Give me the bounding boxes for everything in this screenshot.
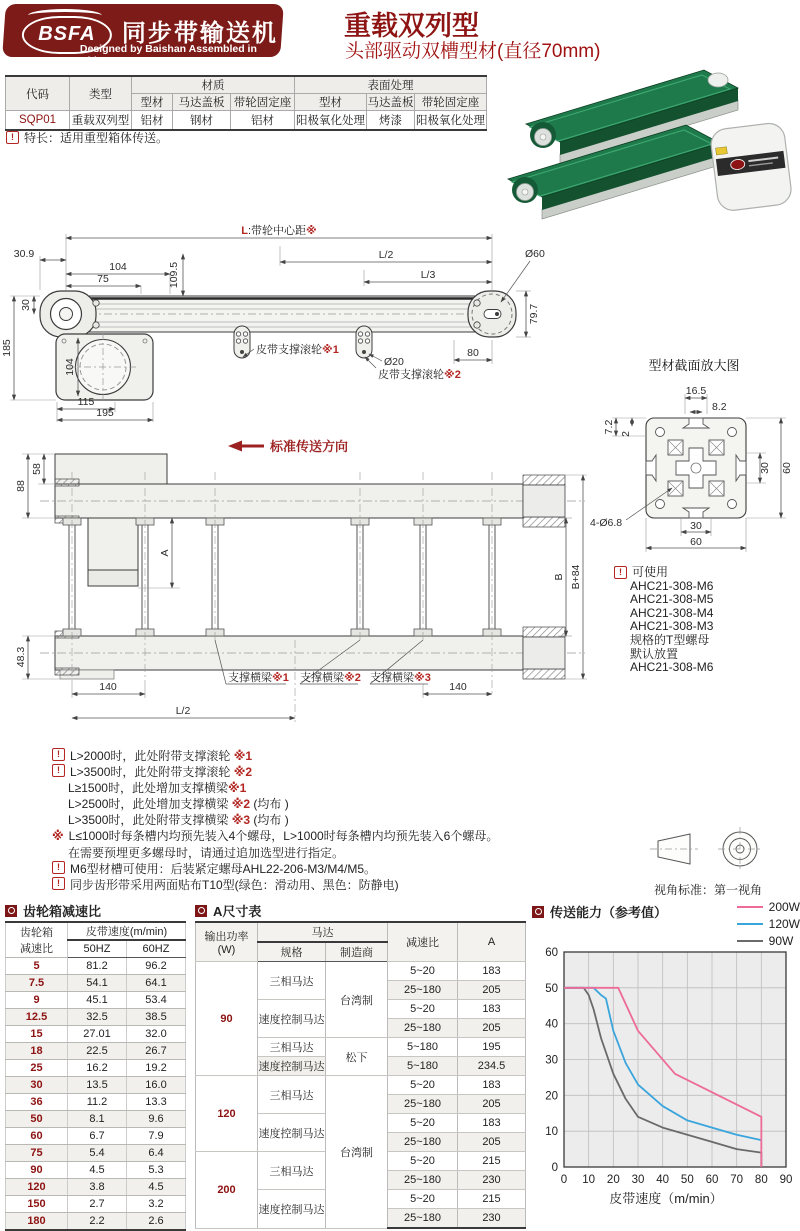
legend-swatch-120w <box>737 923 763 925</box>
y-tick: 20 <box>545 1090 558 1103</box>
table-row: 180 2.2 2.6 <box>6 1213 186 1231</box>
table-row: 36 11.2 13.3 <box>6 1094 186 1111</box>
svg-text:79.7: 79.7 <box>528 303 540 325</box>
chart-legend <box>737 898 800 949</box>
table-row: 25~180 205 <box>196 1019 526 1038</box>
star-icon: ※ <box>52 829 64 844</box>
view-standard <box>628 826 788 898</box>
legend-swatch-200w <box>737 906 763 908</box>
svg-text:16.5: 16.5 <box>685 385 707 397</box>
y-tick: 50 <box>545 982 558 995</box>
exclaim-icon: ! <box>52 748 65 761</box>
beam2-callout: 支撑横梁※2 <box>300 672 361 684</box>
notes-block <box>52 748 498 893</box>
y-tick: 0 <box>551 1162 558 1174</box>
table-row: 速度控制马达 5~180 234.5 <box>196 1057 526 1076</box>
direction-arrow <box>228 439 348 454</box>
product-photo <box>486 54 800 218</box>
table-row: 90 三相马达 台湾制 5~20 183 <box>196 962 526 981</box>
brand-tagline: Designed by Baishan Assembled in China <box>79 43 257 67</box>
table-row: 三相马达 松下 5~180 195 <box>196 1038 526 1057</box>
x-tick: 90 <box>779 1174 793 1186</box>
x-tick: 80 <box>754 1174 768 1186</box>
section-bullet-icon <box>532 906 544 918</box>
table-row: 60 6.7 7.9 <box>6 1128 186 1145</box>
hz50-header: 50HZ <box>68 940 127 958</box>
svg-text:60: 60 <box>781 462 793 474</box>
y-tick: 30 <box>545 1054 558 1067</box>
x-tick: 0 <box>560 1174 568 1186</box>
col-header-type: 类型 <box>70 76 132 111</box>
beam1-callout: 支撑横梁※1 <box>228 672 289 684</box>
tnut-note: ! 可使用 AHC21-308-M6 AHC21-308-M5 AHC21-308-M4 AHC21-308-M3 规格的T型螺母 默认放置 AHC21-308-M6 <box>614 566 713 675</box>
brand-logo-block <box>2 4 284 67</box>
note-row: ※ L≤1000时每条槽内均预先装入4个螺母，L>1000时每条槽内均预先装入6个螺母。 <box>52 829 499 844</box>
svg-text:Ø20: Ø20 <box>384 356 404 368</box>
svg-text:7.2: 7.2 <box>603 419 615 435</box>
roller2-callout: 皮带支撑滚轮※2 <box>378 369 461 381</box>
svg-text:30: 30 <box>20 299 32 311</box>
legend-item: 200W <box>737 898 800 915</box>
first-angle-icons <box>628 826 788 874</box>
exclaim-icon: ! <box>6 131 19 144</box>
svg-text:104: 104 <box>109 261 127 273</box>
svg-text:115: 115 <box>77 396 95 408</box>
spec-header: 规格 <box>258 942 326 962</box>
y-tick: 10 <box>545 1126 558 1139</box>
capacity-chart-block <box>532 896 800 1214</box>
table-row: 15 27.01 32.0 <box>6 1026 186 1043</box>
chart-title: 传送能力（参考值） <box>532 902 667 921</box>
chart-x-axis-label: 皮带速度（m/min） <box>609 1191 723 1206</box>
motor-header: 马达 <box>258 922 388 942</box>
extrusion-profile <box>646 418 746 518</box>
svg-text:30.9: 30.9 <box>13 248 35 260</box>
svg-text:L/2: L/2 <box>175 705 191 717</box>
table-row: 25~180 205 <box>196 1095 526 1114</box>
col-header-surface: 表面处理 <box>295 76 487 94</box>
x-tick: 50 <box>680 1174 694 1186</box>
note-row: ! 同步齿形带采用两面贴布T10型(绿色：滑动用、黑色：防静电) <box>52 877 498 893</box>
svg-text:195: 195 <box>96 407 114 419</box>
svg-text:58: 58 <box>31 463 43 475</box>
col-header-code: 代码 <box>6 76 70 111</box>
x-tick: 30 <box>631 1174 645 1186</box>
capacity-plot <box>532 946 800 1188</box>
legend-swatch-90w <box>737 940 763 942</box>
x-tick: 40 <box>656 1174 670 1186</box>
svg-text:140: 140 <box>99 681 117 693</box>
exclaim-icon: ! <box>614 566 627 579</box>
svg-text:A: A <box>159 549 171 557</box>
legend-item: 90W <box>737 932 800 949</box>
svg-text:L/2: L/2 <box>378 249 394 261</box>
hz60-header: 60HZ <box>127 940 186 958</box>
motor-box <box>709 122 792 212</box>
x-tick: 20 <box>606 1174 620 1186</box>
table-row: 18 22.5 26.7 <box>6 1043 186 1060</box>
y-tick: 40 <box>545 1018 558 1031</box>
table-row: 120 3.8 4.5 <box>6 1179 186 1196</box>
svg-text:B+84: B+84 <box>570 564 582 590</box>
section-bullet-icon <box>5 905 17 917</box>
beam3-callout: 支撑横梁※3 <box>370 672 431 684</box>
y-tick: 60 <box>545 947 558 959</box>
gear-ratio-header: 齿轮箱 减速比 <box>6 922 68 958</box>
svg-text:标准传送方向: 标准传送方向 <box>270 439 349 454</box>
a-table-title: A尺寸表 <box>195 901 261 920</box>
subcol-profile-s: 型材 <box>295 94 367 111</box>
dim-L-label: L:带轮中心距※ <box>241 225 317 237</box>
svg-text:60: 60 <box>690 536 702 548</box>
a-header: A <box>458 922 526 962</box>
note-row: L≥1500时，此处增加支撑横梁※1 <box>68 781 247 796</box>
roller1-callout: 皮带支撑滚轮※1 <box>256 344 339 356</box>
table-row: 150 2.7 3.2 <box>6 1196 186 1213</box>
svg-text:2: 2 <box>620 431 632 437</box>
exclaim-icon: ! <box>52 877 65 890</box>
profile-section-drawing <box>588 356 800 566</box>
mfr-header: 制造商 <box>326 942 388 962</box>
svg-text:185: 185 <box>1 339 13 357</box>
table-row: 30 13.5 16.0 <box>6 1077 186 1094</box>
exclaim-icon: ! <box>52 764 65 777</box>
svg-text:140: 140 <box>449 681 467 693</box>
svg-text:109.5: 109.5 <box>168 261 180 289</box>
product-line-title: 同步带输送机 <box>121 20 278 47</box>
table-row: 200 三相马达 5~20 215 <box>196 1152 526 1171</box>
table-row: 7.5 54.1 64.1 <box>6 975 186 992</box>
table-row: 5 81.2 96.2 <box>6 958 186 975</box>
ratio-header: 减速比 <box>388 922 458 962</box>
section-bullet-icon <box>195 905 207 917</box>
code-value: SQP01 <box>6 111 70 131</box>
type-value: 重载双列型 <box>70 111 132 131</box>
table-row: 90 4.5 5.3 <box>6 1162 186 1179</box>
x-tick: 60 <box>705 1174 719 1186</box>
note-row: ! L>3500时，此处附带支撑滚轮 ※2 <box>52 764 498 780</box>
power-header: 输出功率 (W) <box>196 922 258 962</box>
legend-item: 120W <box>737 915 800 932</box>
svg-text:8.2: 8.2 <box>712 401 727 413</box>
page-subtitle: 头部驱动双槽型材(直径70mm) <box>345 41 601 62</box>
svg-text:Ø60: Ø60 <box>525 248 545 260</box>
table-row: 速度控制马达 5~20 183 <box>196 1000 526 1019</box>
support-roller-2 <box>356 326 372 358</box>
svg-text:80: 80 <box>467 347 479 359</box>
svg-text:L/3: L/3 <box>420 269 436 281</box>
table-row: 50 8.1 9.6 <box>6 1111 186 1128</box>
table-row: 25~180 205 <box>196 1133 526 1152</box>
table-row: 25 16.2 19.2 <box>6 1060 186 1077</box>
note-row: L>2500时，此处增加支撑横梁 ※2 (均布 ) <box>68 797 289 812</box>
plan-view-drawing <box>0 426 590 744</box>
subcol-motor-cover-s: 马达盖板 <box>367 94 415 111</box>
page-title: 重载双列型 <box>344 11 479 41</box>
table-row: 25~180 230 <box>196 1171 526 1190</box>
bsfa-logo: BSFA <box>22 16 112 54</box>
svg-text:75: 75 <box>97 273 109 285</box>
note-row: L>3500时，此处附带支撑横梁 ※3 (均布 ) <box>68 813 289 828</box>
x-tick: 10 <box>582 1174 596 1186</box>
table-row: 速度控制马达 5~20 183 <box>196 1114 526 1133</box>
side-view-drawing <box>0 222 600 422</box>
support-roller-1 <box>234 326 250 358</box>
table-row: SQP01 重载双列型 铝材 钢材 铝材 阳极氧化处理 烤漆 阳极氧化处理 <box>6 111 487 131</box>
gearbox-table-title: 齿轮箱减速比 <box>5 901 101 920</box>
svg-text:88: 88 <box>15 480 27 492</box>
table-row: 25~180 205 <box>196 981 526 1000</box>
belt-speed-header: 皮带速度(m/min) <box>68 922 186 940</box>
subcol-pulley-seat: 带轮固定座 <box>231 94 295 111</box>
a-dimension-table <box>195 921 526 1229</box>
section-title: 型材截面放大图 <box>648 358 740 373</box>
subcol-motor-cover: 马达盖板 <box>173 94 231 111</box>
subcol-pulley-seat-s: 带轮固定座 <box>415 94 487 111</box>
view-standard-label: 视角标准：第一视角 <box>653 883 762 897</box>
table-row: 120 三相马达 台湾制 5~20 183 <box>196 1076 526 1095</box>
svg-text:4-Ø6.8: 4-Ø6.8 <box>590 517 623 529</box>
exclaim-icon: ! <box>52 861 65 874</box>
spec-table <box>5 75 487 131</box>
table-row: 12.5 32.5 38.5 <box>6 1009 186 1026</box>
svg-text:B: B <box>553 573 565 581</box>
svg-text:30: 30 <box>759 462 771 474</box>
gearbox-ratio-table <box>5 921 186 1231</box>
table-row: 9 45.1 53.4 <box>6 992 186 1009</box>
note-row: 在需要预埋更多螺母时，请通过追加选型进行指定。 <box>68 845 345 860</box>
table-row: 75 5.4 6.4 <box>6 1145 186 1162</box>
svg-text:104: 104 <box>64 358 76 376</box>
svg-text:30: 30 <box>690 520 702 532</box>
table-row: 速度控制马达 5~20 215 <box>196 1190 526 1209</box>
table-row: 25~180 230 <box>196 1209 526 1229</box>
note-row: ! M6型材槽可使用：后装紧定螺母AHL22-206-M3/M4/M5。 <box>52 861 498 877</box>
subcol-profile: 型材 <box>132 94 173 111</box>
note-row: ! L>2000时，此处附带支撑滚轮 ※1 <box>52 748 498 764</box>
feature-note: ! 特长：适用重型箱体传送。 <box>6 129 168 146</box>
svg-text:48.3: 48.3 <box>15 646 27 668</box>
col-header-material: 材质 <box>132 76 295 94</box>
x-tick: 70 <box>730 1174 744 1186</box>
